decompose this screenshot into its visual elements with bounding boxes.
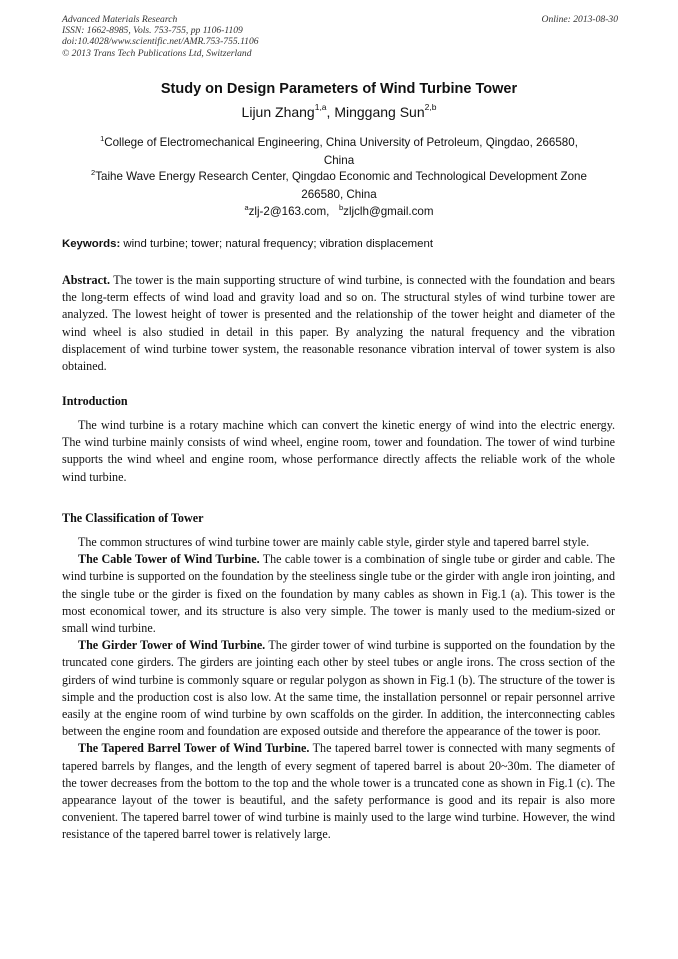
affiliation-1-text-1: College of Electromechanical Engineering, China University of Petroleum, Qingdao, 266580, — [104, 136, 578, 149]
keywords — [62, 236, 616, 252]
affiliation-1 — [62, 134, 616, 170]
journal-copyright: © 2013 Trans Tech Publications Ltd, Switzerland — [62, 47, 252, 59]
affiliation-2-mark: 2 — [91, 168, 96, 177]
journal-issn: ISSN: 1662-8985, Vols. 753-755, pp 1106-1109 — [62, 25, 243, 37]
email-b-mark: b — [339, 203, 344, 212]
author-1-affiliation-mark: 1,a — [314, 102, 327, 112]
email-a-mark: a — [244, 203, 249, 212]
author-2-affiliation-mark: 2,b — [424, 102, 437, 112]
abstract-text: The tower is the main supporting structure of wind turbine, is connected with the foundation and bears the long-term effects of wind load and gravity load and so on. The structural styles of wind turbine tower are analyzed. The lowest height of tower is presented and the relationship of the tower height and diameter of the wind wheel is also studied in detail in this paper. By analyzing the natural frequency and the vibration displacement of wind turbine tower system, the reasonable resonance vibration interval of tower system is also obtained. — [62, 273, 615, 374]
paper-title: Study on Design Parameters of Wind Turbine Tower — [160, 81, 518, 97]
barrel-tower-paragraph — [62, 740, 615, 843]
classification-intro-paragraph: The common structures of wind turbine tower are mainly cable style, girder style and tapered barrel style. — [78, 535, 590, 549]
affiliation-2-line-2: 266580, China — [301, 188, 377, 201]
author-line — [62, 103, 616, 121]
girder-tower-lead: The Girder Tower of Wind Turbine. — [78, 638, 266, 653]
author-separator: , — [326, 104, 335, 120]
keywords-text: wind turbine; tower; natural frequency; vibration displacement — [120, 238, 434, 250]
barrel-tower-lead: The Tapered Barrel Tower of Wind Turbine. — [78, 741, 310, 756]
introduction-body — [62, 417, 615, 486]
keywords-label: Keywords: — [62, 238, 121, 250]
affiliation-1-line-2: China — [323, 154, 355, 167]
email-a: zlj-2@163.com, — [248, 205, 330, 218]
abstract — [62, 272, 615, 375]
journal-doi: doi:10.4028/www.scientific.net/AMR.753-755.1106 — [62, 36, 259, 48]
affiliation-2-line-1 — [62, 168, 616, 186]
affiliation-1-line-1 — [62, 134, 616, 152]
girder-tower-paragraph — [62, 637, 615, 740]
affiliation-2-text-1: Taihe Wave Energy Research Center, Qingdao Economic and Technological Development Zone — [95, 170, 587, 183]
section-heading-introduction: Introduction — [62, 394, 128, 408]
author-1-name: Lijun Zhang — [241, 104, 315, 120]
journal-name: Advanced Materials Research — [62, 14, 178, 25]
author-2-name: Minggang Sun — [334, 104, 425, 120]
cable-tower-text: The cable tower is a combination of single tube or girder and cable. The wind turbine is supported on the foundation by the steeliness single tube or the girder with angle iron jointing, and the single tube or the girder is fixed on the foundation by many cables as shown in Fig.1 (a). This tower is the most economical tower, and its structure is also very simple. The tower is manly used to the medium-sized or small wind turbine. — [62, 552, 615, 636]
affiliation-1-mark: 1 — [100, 134, 105, 143]
journal-header — [62, 14, 618, 59]
online-date: Online: 2013-08-30 — [541, 14, 618, 25]
affiliation-2 — [62, 168, 616, 204]
email-b: zljclh@gmail.com — [343, 205, 434, 218]
cable-tower-paragraph — [62, 551, 615, 637]
girder-tower-text: The girder tower of wind turbine is supported on the foundation by the truncated cone girders. The girders are jointing each other by steel tubes or angle irons. The cross section of the girders of wind turbine is commonly square or regular polygon as shown in Fig.1 (b). The structure of the tower is simple and the production cost is also low. At the same time, the installation personnel or repair personnel arrive easily at the engine room of wind turbine by own scaffolds on the girder. In addition, the interconnecting cables between the engine room and foundation are exposed outside and therefore the appearance of the tower is poor. — [62, 638, 615, 739]
barrel-tower-text: The tapered barrel tower is connected with many segments of tapered barrels by flanges, and the length of every segment of tapered barrel is about 20~30m. The diameter of the tower decreases from the bottom to the top and the whole tower is a truncated cone as shown in Fig.1 (c). The appearance layout of the tower is beautiful, and the safety performance is good and its repair is also more convenient. The tapered barrel tower of wind turbine is mainly used to the large wind turbine. However, the wind resistance of the tapered barrel tower is relatively large. — [62, 741, 615, 842]
email-line — [62, 203, 616, 221]
cable-tower-lead: The Cable Tower of Wind Turbine. — [78, 552, 260, 567]
introduction-paragraph: The wind turbine is a rotary machine which can convert the kinetic energy of wind into the electric energy. The wind turbine mainly consists of wind wheel, engine room, tower and foundation. The tower of wind turbine supports the wind wheel and engine room, whose performance directly affects the reliable work of the whole wind turbine. — [62, 418, 615, 484]
section-heading-classification: The Classification of Tower — [62, 511, 204, 525]
abstract-label: Abstract. — [62, 273, 111, 287]
classification-body — [62, 534, 615, 844]
